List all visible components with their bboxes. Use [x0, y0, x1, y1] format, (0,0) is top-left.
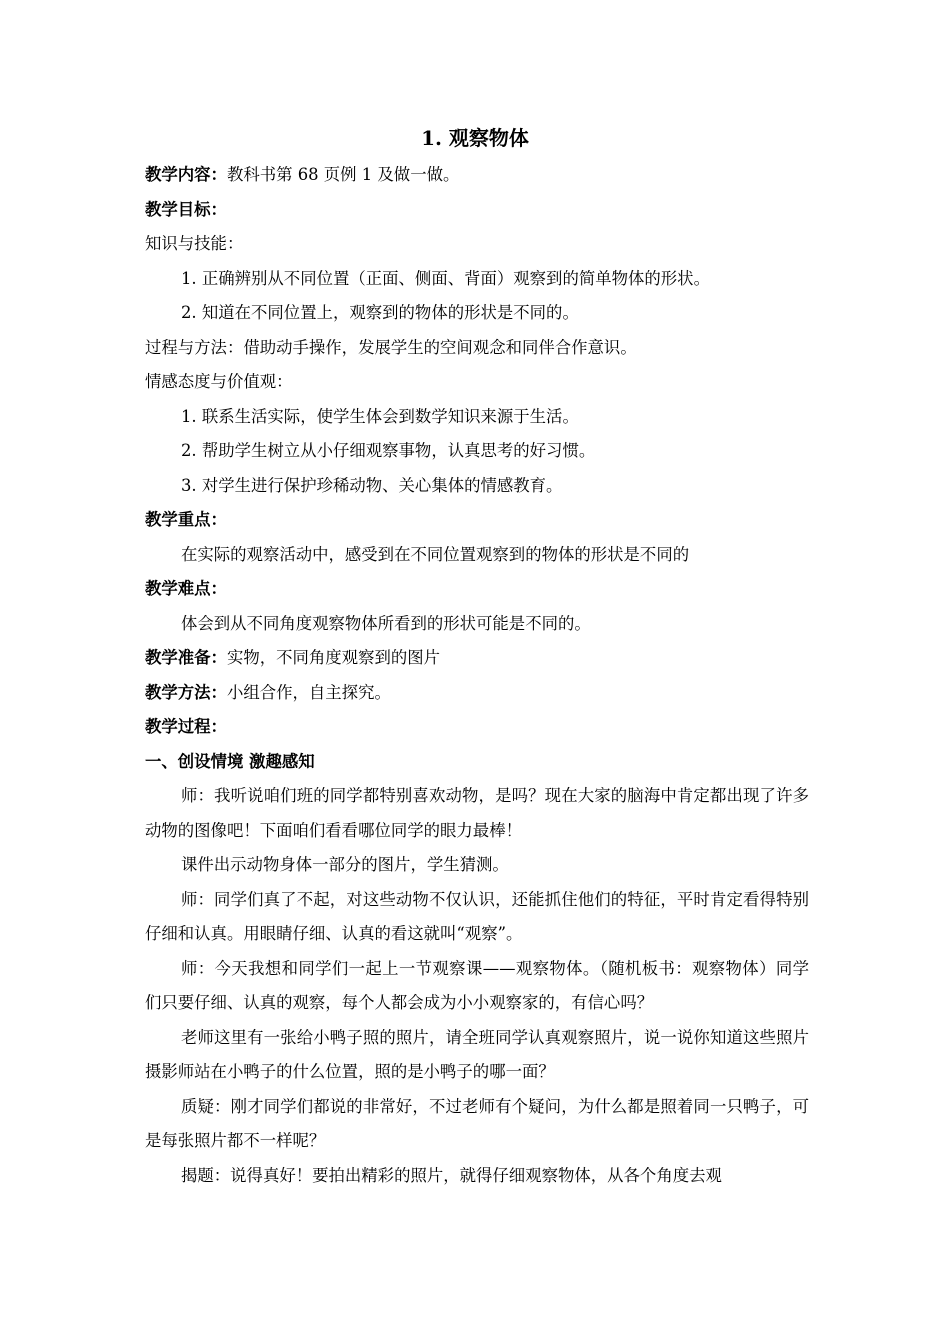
difficult-point-label: 教学难点：: [145, 579, 227, 598]
teaching-prep-text: 实物，不同角度观察到的图片: [226, 648, 441, 667]
paragraph: 课件出示动物身体一部分的图片，学生猜测。: [181, 855, 509, 874]
teaching-prep-label: 教学准备：: [145, 648, 227, 667]
knowledge-heading: 知识与技能：: [145, 234, 244, 253]
paragraph: 师：我听说咱们班的同学都特别喜欢动物，是吗？现在大家的脑海中肯定都出现了许多动物的图像吧！下面咱们看看哪位同学的眼力最棒！: [145, 786, 809, 840]
process-method-line: 过程与方法：借助动手操作，发展学生的空间观念和同伴合作意识。: [145, 337, 637, 357]
knowledge-item: 1. 正确辨别从不同位置（正面、侧面、背面）观察到的简单物体的形状。: [181, 268, 710, 288]
teaching-goals-label: 教学目标：: [145, 199, 227, 219]
knowledge-item: 2. 知道在不同位置上，观察到的物体的形状是不同的。: [181, 303, 579, 322]
teaching-method-text: 小组合作，自主探究。: [226, 682, 391, 702]
paragraph: 老师这里有一张给小鸭子照的照片，请全班同学认真观察照片，说一说你知道这些照片摄影师站在小鸭子的什么位置，照的是小鸭子的哪一面？: [145, 1027, 809, 1081]
document-body: [145, 158, 809, 1193]
key-point-label: 教学重点：: [145, 510, 227, 529]
emotion-item: 3. 对学生进行保护珍稀动物、关心集体的情感教育。: [181, 475, 563, 495]
emotion-item: 2. 帮助学生树立从小仔细观察事物，认真思考的好习惯。: [181, 441, 596, 460]
paragraph: 质疑：刚才同学们都说的非常好，不过老师有个疑问，为什么都是照着同一只鸭子，可是每张照片都不一样呢？: [145, 1096, 809, 1150]
emotion-heading: 情感态度与价值观：: [145, 372, 293, 391]
paragraph: 揭题：说得真好！要拍出精彩的照片，就得仔细观察物体，从各个角度去观: [181, 1165, 722, 1185]
emotion-item: 1. 联系生活实际，使学生体会到数学知识来源于生活。: [181, 406, 579, 426]
section-heading: 一、创设情境 激趣感知: [145, 751, 315, 771]
teaching-prep-line: [145, 641, 809, 676]
difficult-point-text: 体会到从不同角度观察物体所看到的形状可能是不同的。: [181, 613, 591, 633]
key-point-text: 在实际的观察活动中，感受到在不同位置观察到的物体的形状是不同的: [181, 544, 690, 564]
teaching-process-label: 教学过程：: [145, 717, 227, 736]
teaching-method-label: 教学方法：: [145, 682, 227, 702]
document-title: 1. 观察物体: [421, 126, 529, 150]
paragraph: 师：今天我想和同学们一起上一节观察课——观察物体。（随机板书：观察物体）同学们只要仔细、认真的观察，每个人都会成为小小观察家的，有信心吗？: [145, 958, 809, 1012]
teaching-content-text: 教科书第 68 页例 1 及做一做。: [226, 165, 460, 184]
teaching-method-line: [145, 676, 809, 711]
teaching-content-label: 教学内容：: [145, 165, 227, 184]
paragraph: 师：同学们真了不起，对这些动物不仅认识，还能抓住他们的特征，平时肯定看得特别仔细和认真。用眼睛仔细、认真的看这就叫“观察”。: [145, 889, 809, 943]
teaching-content-line: [145, 158, 809, 193]
